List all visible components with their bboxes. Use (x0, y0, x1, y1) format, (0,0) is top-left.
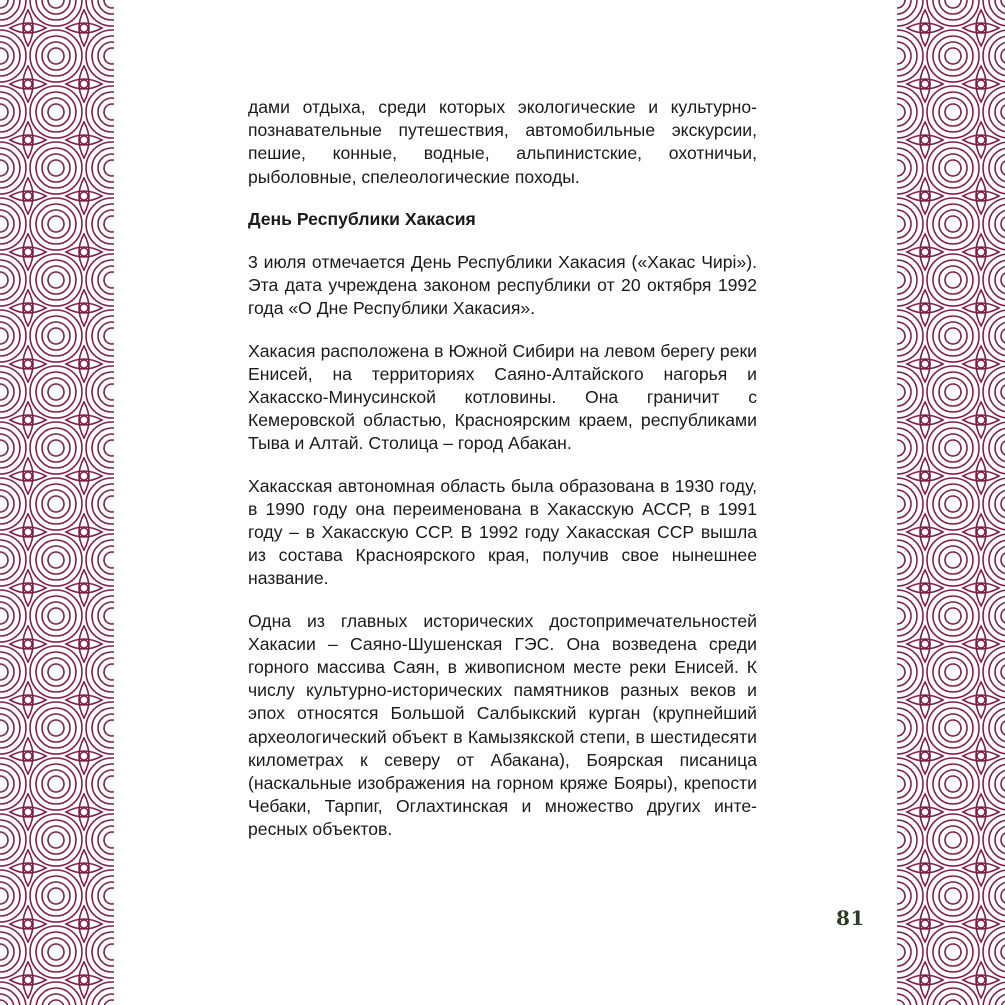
section-heading: День Республики Хакасия (248, 208, 476, 229)
page-text-column (248, 96, 757, 861)
paragraph-holiday-date: 3 июля отмечается День Республики Хакасия («Хакас Чирi»). Эта дата учреждена законом республики от 20 октября 1992 года «О Дне Республики Хакасия». (248, 252, 757, 319)
paragraph-landmarks: Одна из главных исторических достопримечательностей Хакасии – Саяно-Шушенская ГЭС. Она возведена среди горного массива Саян, в живописном месте реки Енисей. К числу культурно-исторических памятников разных веков и эпох относятся Большой Салбыкский курган (крупнейший археологический объект в Камызякской степи, в шестидесяти километрах к северу от Абакана), Боярская писаница (наскальные изображения на горном кряже Бояры), крепости Чебаки, Тарпиг, Оглахтинская и множество других интересных объектов. (248, 610, 757, 840)
page-number: 81 (836, 906, 865, 930)
paragraph-geography: Хакасия расположена в Южной Сибири на левом берегу реки Енисей, на территориях Саяно-Алтайского нагорья и Хакасско-Минусинской котловины. Она граничит с Кемеровской областью, Красноярским краем, республиками Тыва и Алтай. Столица – город Абакан. (248, 340, 757, 454)
left-ornament-border (0, 0, 114, 1005)
paragraph-history: Хакасская автономная область была образована в 1930 году, в 1990 году она переименована в Хакасскую АССР, в 1991 году – в Хакасскую ССР. В 1992 году Хакасская ССР вышла из состава Красноярского края, получив свое нынешнее название. (248, 475, 757, 589)
intro-paragraph: дами отдыха, среди которых экологические и культурно-познавательные путешествия, автомобильные экскурсии, пешие, конные, водные, альпинистские, охотничьи, рыболовные, спелеологические походы. (248, 97, 757, 187)
ornament-pattern-right (897, 0, 1005, 1005)
right-ornament-border (897, 0, 1005, 1005)
ornament-pattern-left (0, 0, 114, 1005)
